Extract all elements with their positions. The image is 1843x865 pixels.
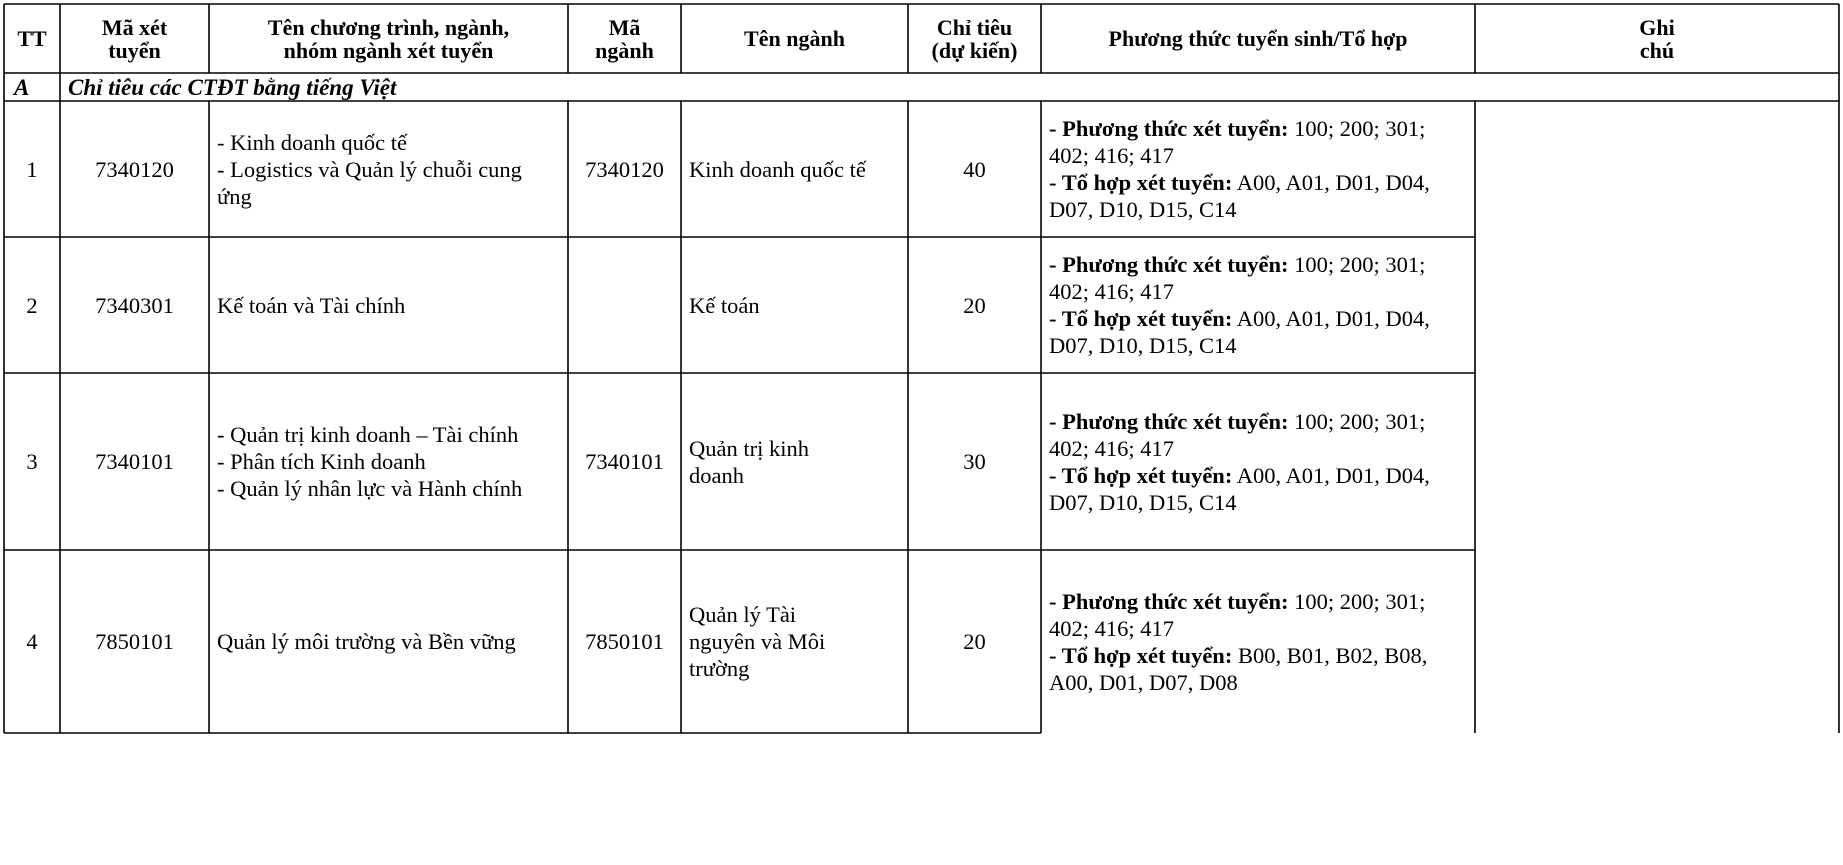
row-2-phuong-thuc: [1041, 237, 1475, 373]
row-2-ma-nganh: [568, 237, 681, 373]
header-tt: TT: [17, 26, 47, 51]
row-3-method-values: 100; 200; 301; 402; 416; 417: [1049, 408, 1426, 461]
row-3-ten-nganh: Quản trị kinh doanh: [689, 435, 809, 488]
row-4-method-label: - Phương thức xét tuyển:: [1049, 588, 1289, 614]
row-1-tt: 1: [26, 156, 38, 182]
row-2-chi-tieu: 20: [963, 292, 986, 318]
row-1-chi-tieu: 40: [963, 156, 986, 182]
row-3-ma-nganh: 7340101: [585, 449, 664, 474]
row-1-ma-xet-tuyen: 7340120: [95, 156, 174, 182]
row-3-combo-values: A00, A01, D01, D04, D07, D10, D15, C14: [1049, 462, 1430, 515]
row-4-chi-tieu: 20: [963, 629, 986, 654]
row-3-ten-chuong-trinh: - Quản trị kinh doanh – Tài chính - Phân tích Kinh doanh - Quản lý nhân lực và Hành chính: [217, 422, 523, 501]
row-2-combo-label: - Tổ hợp xét tuyển:: [1049, 306, 1233, 331]
header-ma-nganh-line1: Mã: [608, 14, 641, 40]
header-ten-chuong-trinh-line1: Tên chương trình, ngành,: [267, 14, 510, 40]
header-ghi-chu-line1: Ghi: [1639, 14, 1675, 40]
row-2-ten-nganh: Kế toán: [689, 292, 760, 318]
row-4-method-values: 100; 200; 301; 402; 416; 417: [1049, 588, 1426, 641]
row-1-method-label: - Phương thức xét tuyển:: [1049, 116, 1289, 141]
row-3-chi-tieu: 30: [963, 449, 986, 474]
row-1-ten-chuong-trinh: - Kinh doanh quốc tế - Logistics và Quản lý chuỗi cung ứng: [217, 129, 522, 209]
row-3-tt: 3: [26, 449, 38, 474]
row-2-method-values: 100; 200; 301; 402; 416; 417: [1049, 252, 1426, 304]
header-ma-xet-tuyen-line1: Mã xét: [101, 14, 168, 40]
row-3-phuong-thuc: [1041, 373, 1475, 550]
row-1-ten-nganh: Kinh doanh quốc tế: [689, 156, 866, 182]
header-ten-chuong-trinh-line2: nhóm ngành xét tuyển: [283, 37, 494, 63]
header-ghi-chu: [1475, 4, 1839, 73]
section-title: Chỉ tiêu các CTĐT bằng tiếng Việt: [68, 74, 397, 100]
ghi-chu-cell: [1475, 101, 1839, 733]
row-4-ma-nganh: 7850101: [585, 629, 664, 654]
row-4-ma-xet-tuyen: 7850101: [95, 629, 174, 654]
header-chi-tieu-line2: (dự kiến): [931, 37, 1018, 63]
header-ten-nganh: Tên ngành: [744, 26, 845, 51]
row-1-combo-label: - Tổ hợp xét tuyển:: [1049, 170, 1233, 195]
row-4-combo-label: - Tổ hợp xét tuyển:: [1049, 642, 1233, 668]
row-2-combo-values: A00, A01, D01, D04, D07, D10, D15, C14: [1049, 306, 1430, 358]
row-3-ma-xet-tuyen: 7340101: [95, 449, 174, 474]
row-4-combo-values: B00, B01, B02, B08, A00, D01, D07, D08: [1049, 642, 1428, 695]
row-2-tt: 2: [26, 292, 38, 318]
header-phuong-thuc: Phương thức tuyển sinh/Tổ hợp: [1108, 26, 1408, 51]
header-ma-nganh-line2: ngành: [595, 37, 654, 63]
row-4-tt: 4: [26, 629, 38, 654]
row-2-method-label: - Phương thức xét tuyển:: [1049, 252, 1289, 277]
header-chi-tieu-line1: Chỉ tiêu: [936, 14, 1013, 40]
header-chi-tieu: [908, 4, 1041, 73]
row-2-ma-xet-tuyen: 7340301: [95, 292, 174, 318]
section-label: A: [14, 74, 30, 100]
header-ma-nganh: [568, 4, 681, 73]
row-3-combo-label: - Tổ hợp xét tuyển:: [1049, 462, 1233, 488]
row-1-combo-values: A00, A01, D01, D04, D07, D10, D15, C14: [1049, 170, 1430, 222]
row-1-phuong-thuc: [1041, 101, 1475, 237]
header-ma-xet-tuyen-line2: tuyển: [108, 37, 161, 63]
header-ten-chuong-trinh: [209, 4, 568, 73]
row-2-ten-chuong-trinh: Kế toán và Tài chính: [217, 292, 406, 318]
row-4-phuong-thuc: [1041, 550, 1475, 733]
row-1-method-values: 100; 200; 301; 402; 416; 417: [1049, 116, 1426, 168]
row-4-ten-chuong-trinh: Quản lý môi trường và Bền vững: [217, 629, 516, 654]
header-ghi-chu-line2: chú: [1639, 37, 1675, 63]
row-4-ten-nganh: Quản lý Tài nguyên và Môi trường: [689, 602, 826, 681]
header-ma-xet-tuyen: [60, 4, 209, 73]
row-1-ma-nganh: 7340120: [585, 156, 664, 182]
row-3-method-label: - Phương thức xét tuyển:: [1049, 408, 1289, 434]
